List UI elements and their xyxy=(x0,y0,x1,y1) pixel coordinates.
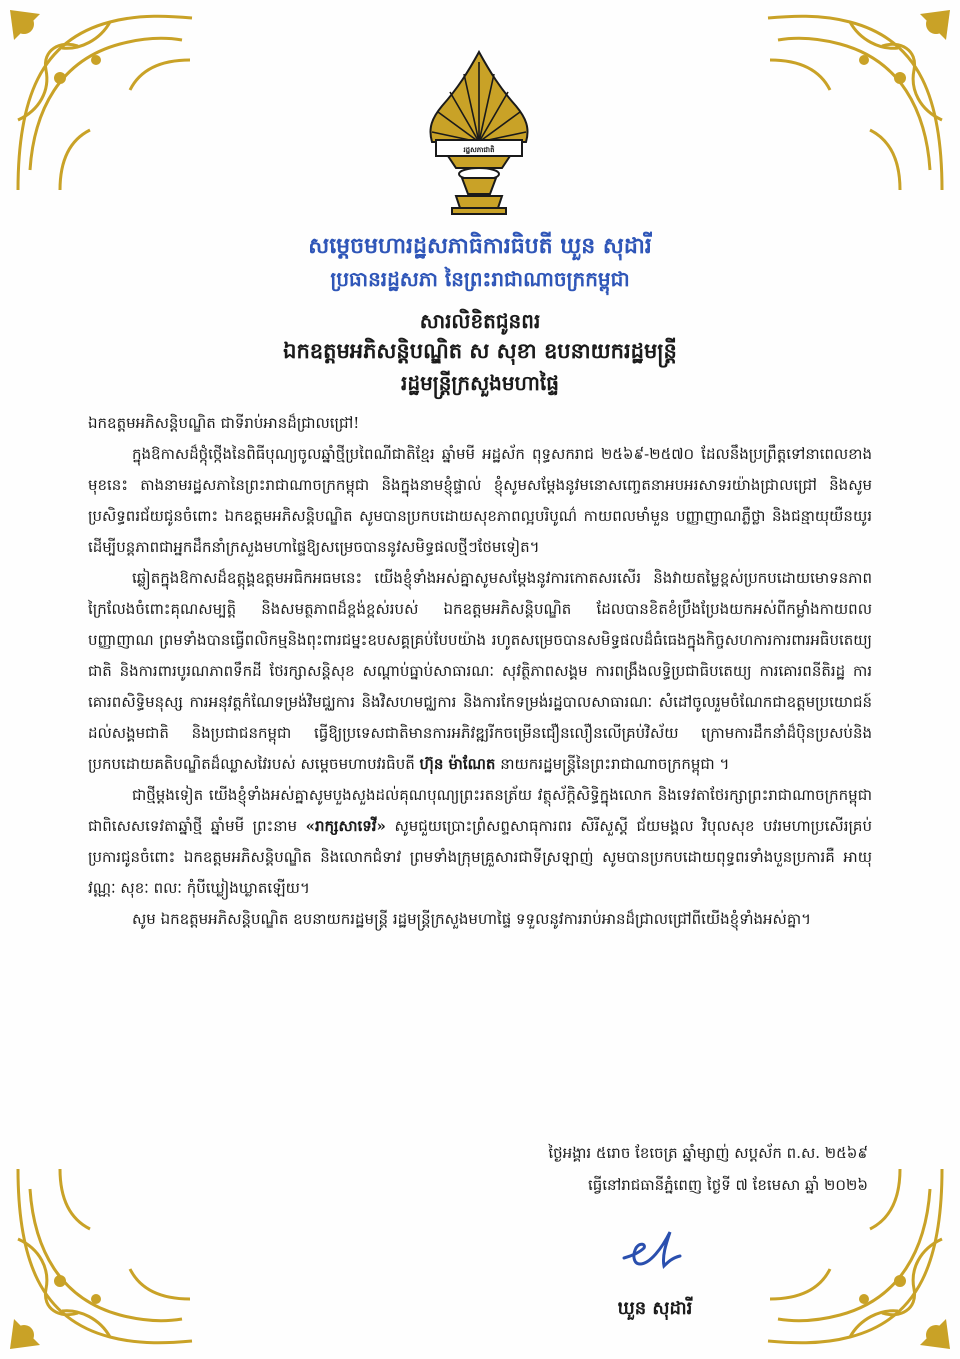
paragraph-3 xyxy=(88,780,872,904)
letter-body xyxy=(88,408,872,935)
lunar-date: ថ្ងៃអង្គារ ៥រោច ខែចេត្រ ឆ្នាំម្សាញ់ សប្តស័ក ព.ស. ២៥៦៩ xyxy=(548,1144,868,1162)
national-assembly-emblem-icon xyxy=(418,48,540,218)
paragraph-3-text: ជាថ្មីម្តងទៀត យើងខ្ញុំទាំងអស់គ្នាសូមបួងសួងដល់គុណបុណ្យព្រះរតនត្រ័យ វត្ថុស័ក្តិសិទ្ធិក្នុងលោក និងទេវតាថែរក្សាព្រះរាជាណាចក្រកម្ពុជា ជាពិសេសទេវតាឆ្នាំថ្មី ឆ្នាំមមី ព្រះនាម xyxy=(88,786,872,835)
emblem-label: រដ្ឋសភាជាតិ xyxy=(463,146,495,154)
corner-ornament-top-right xyxy=(760,0,960,200)
sender-position: ប្រធានរដ្ឋសភា នៃព្រះរាជាណាចក្រកម្ពុជា xyxy=(330,267,630,291)
prime-minister-name: ហ៊ុន ម៉ាណែត xyxy=(419,755,496,773)
paragraph-3-end: សូមជួយប្រោះព្រំសព្ទសាធុការពរ សិរីសួស្តី ជ័យមង្គល វិបុលសុខ បវរមហាប្រសើរគ្រប់ប្រការជូនចំពោះ ឯកឧត្តមអភិសន្តិបណ្ឌិត និងលោកជំទាវ ព្រមទាំងក្រុមគ្រួសារជាទីស្រឡាញ់ សូមបានប្រកបដោយពុទ្ធពរទាំងបួនប្រការគឺ អាយុ វណ្ណៈ សុខៈ ពលៈ កុំបីឃ្លៀងឃ្លាតឡើយ។ xyxy=(88,817,872,897)
corner-ornament-bottom-left xyxy=(0,1159,200,1359)
new-year-deity-name: «រាក្សសាទេវី» xyxy=(305,817,386,835)
signer-name: ឃួន សុដារី xyxy=(617,1298,693,1319)
paragraph-2 xyxy=(88,563,872,780)
place-and-solar-date: ធ្វើនៅរាជធានីភ្នំពេញ ថ្ងៃទី ៧ ខែមេសា ឆ្នាំ ២០២៦ xyxy=(587,1176,868,1194)
corner-ornament-top-left xyxy=(0,0,200,200)
paragraph-2-end: នាយករដ្ឋមន្ត្រីនៃព្រះរាជាណាចក្រកម្ពុជា ។ xyxy=(500,755,730,773)
recipient-name: ឯកឧត្តមអភិសន្តិបណ្ឌិត ស សុខា ឧបនាយករដ្ឋមន្ត្រី xyxy=(283,339,677,363)
sender-title: សម្តេចមហារដ្ឋសភាធិការធិបតី ឃួន សុដារី xyxy=(308,234,652,259)
recipient-position: រដ្ឋមន្ត្រីក្រសួងមហាផ្ទៃ xyxy=(401,371,559,395)
paragraph-2-text: ឆ្លៀតក្នុងឱកាសដ៏ឧត្តុង្គឧត្តមអធិកអធមនេះ យើងខ្ញុំទាំងអស់គ្នាសូមសម្តែងនូវការកោតសរសើរ និងវាយតម្លៃខ្ពស់ប្រកបដោយមោទនភាពក្រៃលែងចំពោះគុណសម្បត្តិ និងសមត្ថភាពដ៏ខ្ពង់ខ្ពស់របស់ ឯកឧត្តមអភិសន្តិបណ្ឌិត ដែលបានខិតខំប្រឹងប្រែងយកអស់ពីកម្លាំងកាយពល បញ្ញាញាណ ព្រមទាំងបានធ្វើពលិកម្មនិងពុះពារជម្នះឧបសគ្គគ្រប់បែបយ៉ាង រហូតសម្រេចបានសមិទ្ធផលដ៏ធំធេងក្នុងកិច្ចសហការការពារអធិបតេយ្យជាតិ និងការពារបូរណភាពទឹកដី ថែរក្សាសន្តិសុខ សណ្តាប់ធ្នាប់សាធារណៈ សុវត្ថិភាពសង្គម ការពង្រឹងលទ្ធិប្រជាធិបតេយ្យ ការគោរពនីតិរដ្ឋ ការគោរពសិទ្ធិមនុស្ស ការអនុវត្តកំណែទម្រង់វិមជ្ឈការ និងវិសហមជ្ឈការ និងការកែទម្រង់រដ្ឋបាលសាធារណៈ សំដៅចូលរួមចំណែកជាឧត្តមប្រយោជន៍ដល់សង្គមជាតិ និងប្រជាជនកម្ពុជា ធ្វើឱ្យប្រទេសជាតិមានការអភិវឌ្ឍរីកចម្រើនជឿនលឿនលើគ្រប់វិស័យ ក្រោមការដឹកនាំដ៏ប៉ិនប្រសប់និងប្រកបដោយគតិបណ្ឌិតដ៏ឈ្លាសវៃរបស់ សម្តេចមហាបវរធិបតី xyxy=(88,569,872,773)
paragraph-4: សូម ឯកឧត្តមអភិសន្តិបណ្ឌិត ឧបនាយករដ្ឋមន្ត្រី រដ្ឋមន្ត្រីក្រសួងមហាផ្ទៃ ទទួលនូវការរាប់អានដ៏ជ្រាលជ្រៅពីយើងខ្ញុំទាំងអស់គ្នា។ xyxy=(132,910,811,928)
letter-title: សារលិខិតជូនពរ xyxy=(419,309,541,333)
paragraph-1: ក្នុងឱកាសដ៏ថ្កុំថ្កើងនៃពិធីបុណ្យចូលឆ្នាំថ្មីប្រពៃណីជាតិខ្មែរ ឆ្នាំមមី អដ្ឋស័ក ពុទ្ធសករាជ ២៥៦៩-២៥៧០ ដែលនឹងប្រព្រឹត្តទៅនាពេលខាងមុខនេះ តាងនាមរដ្ឋសភានៃព្រះរាជាណាចក្រកម្ពុជា និងក្នុងនាមខ្ញុំផ្ទាល់ ខ្ញុំសូមសម្តែងនូវមនោសញ្ចេតនាអបអរសាទរយ៉ាងជ្រាលជ្រៅ និងសូមប្រសិទ្ធពរជ័យជូនចំពោះ ឯកឧត្តមអភិសន្តិបណ្ឌិត សូមបានប្រកបដោយសុខភាពល្អបរិបូណ៌ កាយពលមាំមួន បញ្ញាញាណភ្លឺថ្លា និងជន្មាយុយឺនយូរ ដើម្បីបន្តភាពជាអ្នកដឹកនាំក្រសួងមហាផ្ទៃឱ្យសម្រេចបាននូវសមិទ្ធផលថ្មីៗថែមទៀត។ xyxy=(88,445,872,556)
greeting: ឯកឧត្តមអភិសន្តិបណ្ឌិត ជាទីរាប់អានដ៏ជ្រាលជ្រៅ! xyxy=(88,414,360,432)
handwritten-signature xyxy=(610,1218,700,1278)
